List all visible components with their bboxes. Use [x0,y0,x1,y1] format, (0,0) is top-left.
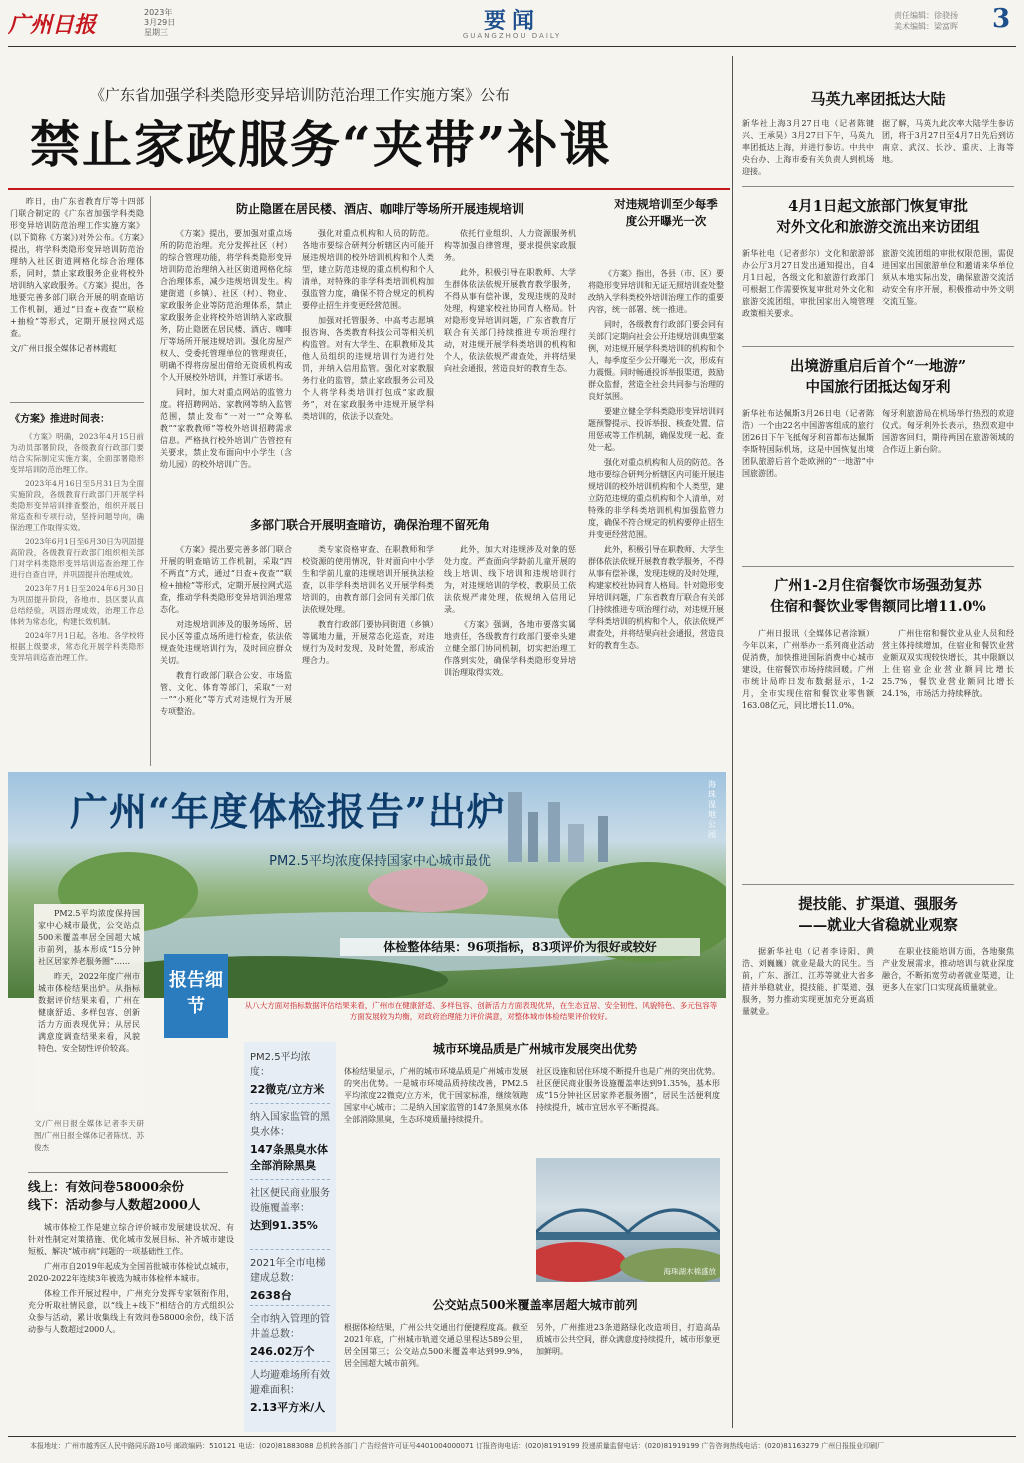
lead-intro [10,196,144,392]
lead-paragraph: 此外，积极引导在职教师、大学生群体依法依规开展教育教学服务，不得从事有偿补课，发现违规的及时处理，构建家校社协同育人格局。针对隐形变异培训问题，广东省教育厅联合有关部门持续推进专项治理行动，对违规开展学科类培训的机构和个人，依法依规严肃查处，并将结果向社会通报，营造良好的教育生态。 [588,545,724,650]
story5-col-1 [742,946,874,1428]
lead-col-7 [444,544,576,766]
lead-paragraph: 《方案》指出，各县（市、区）要将隐形变异培训和无证无照培训查处整改纳入学科类校外培训治理工作的重要内容，统一部署、统一推进。 [588,269,724,314]
key-figure-value: 2638台 [250,1289,292,1302]
lead-paragraph: 教育行政部门联合公安、市场监管、文化、体育等部门，采取“一对一”“小班化”等方式对违规行为开展专项整治。 [160,671,292,716]
bridge-illustration [536,1158,720,1282]
lead-paragraph: 此外，积极引导在职教师、大学生群体依法依规开展教育教学服务，不得从事有偿补课，发现违规的及时处理，构建家校社协同育人格局。针对隐形变异培训问题，广东省教育厅联合有关部门持续推进专项治理行动，对违规开展学科类培训的机构和个人，依法依规严肃查处，并将结果向社会通报，营造良好的教育生态。 [444,268,576,373]
story4-paragraph: 广州住宿和餐饮业从业人员和经营主体持续增加，住宿业和餐饮业营业额双双实现较快增长，其中限额以上住宿业企业营业额同比增长25.7%，餐饮业营业额同比增长24.1%，市场活力持续释放。 [882,629,1014,698]
story3-title [742,356,1014,400]
survey-headline [28,1178,238,1216]
right-divider [742,186,1014,187]
newspaper-logo: 广州日报 [8,12,97,38]
story1-col-2: 据了解，马英九此次率大陆学生参访团，将于3月27日至4月7日先后到访南京、武汉、长沙、重庆、上海等地。 [882,119,1014,164]
story5-title-line2: ——就业大省稳就业观察 [798,917,958,934]
story1-title: 马英九率团抵达大陆 [810,90,946,108]
key-figure-value: 246.02万个 [250,1345,315,1358]
story2-col-2: 旅游交流团组的审批权限范围，需促进国家出国旅游单位和邀请来华单位须从本地实际出发，确保旅游交流活动安全有序开展，积极推动中外文明交流互鉴。 [882,249,1014,306]
editor-name: 责任编辑：徐骁扬 [894,11,958,20]
lead-col-divider [150,196,151,766]
lead-paragraph: 《方案》提出要完善多部门联合开展的明查暗访工作机制，采取“四不两直”方式，通过“日查+夜查”“联检+抽检”等形式，定期开展拉网式巡查，推动学科类隐形变异培训治理常态化。 [160,545,292,614]
story2-title-line1: 4月1日起文旅部门恢复审批 [788,198,968,215]
report-details-tag [164,954,228,1038]
editor-credits [894,10,984,38]
story5-title [742,894,1014,938]
lead-intro-text: 昨日，由广东省教育厅等十四部门联合制定的《广东省加强学科类隐形变异培训防范治理工作实施方案》(以下简称《方案》)对外公布。《方案》提出，将学科类隐形变异培训防范治理纳入社区街道网格化综合治理体系，同时，禁止家政服务企业将校外培训纳入家政服务。《方案》提出，各地要完善多部门联合开展的明查暗访工作机制，通过“日查+夜查”“联检+抽检”等形式，定期开展拉网式巡查。 [10,197,144,338]
lead-paragraph: 此外，加大对违规涉及对象的惩处力度。严查面向学龄前儿童开展的线上培训、线下培训和违规培训行为，对违规培训的学校、教职员工依法依规严肃处理，依规纳入信用记录。 [444,545,576,614]
section1-note: 从八大方面对指标数据评估结果来看，广州市在健康舒适、多样包容、创新活力方面表现优异，在生态宜居、安全韧性、风貌特色、多元包容等方面发展较为均衡，对政府治理能力评价满意，对整体城市体检结果评价较好。 [244,1001,718,1021]
lead-col-5 [160,544,292,766]
lead-paragraph: 同时，加大对重点网站的监管力度。将招聘网站、家教网等纳入监管范围，禁止发布“一对一”“众筹私教”“家教教师”等校外培训招聘需求信息。严格执行校外培训广告管控有关要求，禁止发布面向中小学生（含幼儿园）的校外培训广告。 [160,388,292,469]
key-figure-label: 纳入国家监管的黑臭水体： [250,1112,330,1138]
lead-paragraph: 对违规培训涉及的服务场所、居民小区等重点场所进行检查，依法依规查处违规培训行为，及时回应群众关切。 [160,620,292,665]
story3-col-1: 新华社布达佩斯3月26日电（记者陈浩）一个由22名中国游客组成的旅行团26日下午飞抵匈牙利首都布达佩斯李斯特国际机场，这是中国恢复出境团队旅游后首个赴欧洲的“一地游”中国旅游团。 [742,409,874,478]
story3-title-line2: 中国旅行团抵达匈牙利 [805,379,951,396]
key-figure [250,1250,330,1306]
footer-divider [8,1436,1016,1437]
key-figure-value: 147条黑臭水体全部消除黑臭 [250,1143,328,1172]
feature-byline: 文/广州日报全媒体记者李天研 图/广州日报全媒体记者陈忧、苏俊杰 [34,1119,144,1152]
story4-title [742,576,1014,620]
timeline-item: 2023年4月16日至5月31日为全面实施阶段，各级教育行政部门开展学科类隐形变异培训排查整治，组织开展日常巡查和专项行动，坚持问题导向，确保治理工作取得实效。 [10,479,144,532]
footer-info: 本报地址：广州市越秀区人民中路同乐路10号 邮政编码：510121 电话：(020)81883088 总机转各部门 广告经营许可证号4401004000071 订报咨询电话：(020)81919199 投递质量监督电话：(020)81919199 广告咨询热线电话：(020)81163279 广州日报报业印刷厂 [30,1442,885,1450]
story2-col-1: 新华社电（记者彭尔）文化和旅游部办公厅3月27日发出通知提出，自4月1日起，各级文化和旅游行政部门可根据工作需要恢复审批对外文化和旅游交流团组，审批国家出入境管理政策相关要求。 [742,249,874,318]
lead-col-2 [302,228,434,500]
date-line-day: 3月29日 [144,18,176,27]
key-figure-label: PM2.5平均浓度： [250,1052,311,1078]
lead-byline: 文/广州日报全媒体记者林霞虹 [10,344,117,353]
story4-col-1 [742,628,874,876]
photo-caption-park: 海珠湿地公园 [708,780,716,839]
story2-title-line2: 对外文化和旅游交流出来访团组 [776,219,980,236]
feature-left-divider [28,1172,228,1173]
story4-paragraph: 广州日报讯（全媒体记者涂颖）今年以来，广州举办一系列商业活动促消费，加快推进国际消费中心城市建设，住宿餐饮市场持续回暖。广州市统计局昨日发布数据显示，1-2月，全市实现住宿和餐饮业零售额163.08亿元，同比增长11.0%。 [742,629,874,710]
section2-col-2: 社区设施和居住环境不断提升也是广州的突出优势。社区便民商业服务设施覆盖率达到91.35%，基本形成“15分钟社区居家养老服务圈”，居民生活便利度持续提升，城市宜居水平不断提高。 [536,1067,720,1112]
feature-subheadline: PM2.5平均浓度保持国家中心城市最优 [269,854,491,869]
survey-text [28,1222,234,1428]
lead-paragraph: 同时，各级教育行政部门要会同有关部门定期向社会公开违规培训典型案例，对违规开展学科类培训的机构和个人，每季度至少公开曝光一次，形成有力震慑。同时畅通投诉举报渠道，鼓励群众监督，营造全社会共同参与治理的良好氛围。 [588,320,724,401]
section-title: 要闻 [483,8,540,32]
feature-intro-text: PM2.5平均浓度保持国家中心城市最优，公交站点500米覆盖率居全国超大城市前列，基本形成“15分钟社区居家养老服务圈”…… [38,909,140,966]
key-figure [250,1180,330,1250]
key-figure [250,1306,330,1362]
story4-col-2 [882,628,1014,876]
key-figure-value: 达到91.35% [250,1219,318,1232]
page-number: 3 [991,4,1011,34]
lead-paragraph: 《方案》强调，各地市要落实属地责任，各级教育行政部门要牵头建立健全部门协同机制，切实把治理工作落到实处，确保学科类隐形变异培训治理取得实效。 [444,620,576,677]
lead-col-4 [588,268,724,766]
intro-divider [10,402,144,403]
lead-rule [8,188,730,190]
feature-headline: 广州“年度体检报告”出炉 [70,789,506,834]
main-right-divider [732,56,733,1428]
story4-title-line1: 广州1-2月住宿餐饮市场强劲复苏 [774,578,982,594]
lead-subhead-2: 多部门联合开展明查暗访，确保治理不留死角 [249,518,490,532]
lead-paragraph: 强化对重点机构和人员的防范。各地市要综合研判分析辖区内可能开展违规培训的校外培训机构和个人类型，建立防范违规的重点机构和个人清单，对特殊的非学科类培训机构加强监管力度，确保不符合规定的机构要停止招生并变更经营范围。 [588,458,724,539]
right-divider [742,346,1014,347]
timeline-item: 2023年6月1日至6月30日为巩固提高阶段，各级教育行政部门组织相关部门对学科类隐形变异培训巡查治理工作进行自查自评，并巩固提升治理成效。 [10,537,144,579]
story1-col-1: 新华社上海3月27日电（记者陈键兴、王承昊）3月27日下午，马英九率团抵达上海，并进行参访。中共中央台办、上海市委有关负责人到机场迎接。 [742,119,874,176]
key-figure [250,1048,330,1104]
section3-col-2: 另外，广州推进23条道路绿化改造项目，打造高品质城市公共空间，群众满意度持续提升，城市形象更加鲜明。 [536,1323,720,1356]
timeline-title: 《方案》推进时间表： [10,414,110,425]
lead-paragraph: 教育行政部门要协同街道（乡镇）等属地力量，开展常态化巡查，对违规行为及时发现、及时处置，形成治理合力。 [302,620,434,665]
story5-col-2 [882,946,1014,1428]
section1-title: 体检整体结果：96项指标，83项评价为很好或较好 [340,938,700,956]
key-figure [250,1104,330,1180]
lead-kicker: 《广东省加强学科类隐形变异培训防范治理工作实施方案》公布 [90,86,511,104]
survey-paragraph: 城市体检工作是建立综合评价城市发展建设状况、有针对性制定对策措施、优化城市发展目标、补齐城市建设短板、解决“城市病”问题的一项基础性工作。 [28,1223,234,1256]
section2-col-1: 体检结果显示，广州的城市环境品质是广州城市发展的突出优势。一是城市环境品质持续改善，PM2.5平均浓度22微克/立方米，优于国家标准，继续领跑国家中心城市；二是纳入国家监管的147条黑臭水体全部消除黑臭，生态环境质量持续提升。 [344,1067,528,1124]
lead-subhead-1: 防止隐匿在居民楼、酒店、咖啡厅等场所开展违规培训 [235,202,524,216]
timeline-box [10,410,144,770]
story5-paragraph: 据新华社电（记者李诗阳、黄浩、刘巍巍）就业是最大的民生。当前，广东、浙江、江苏等就业大省多措并举稳就业，提技能、扩渠道、强服务，努力推动实现更加充分更高质量就业。 [742,947,874,1016]
key-figure-value: 2.13平方米/人 [250,1401,326,1414]
key-figure-label: 2021年全市电梯建成总数： [250,1258,326,1284]
lead-paragraph: 加强对托管服务、中高考志愿填报咨询、各类教育科技公司等相关机构监管。对有大学生、在职教师及其他人员组织的违规培训行为进行处罚，并纳入信用监管。强化对家教服务行业的监管，禁止家政服务公司及个人将学科类培训打包成“家政服务”，对在家政服务中违规开展学科类培训的，依法予以查处。 [302,316,434,421]
report-details-tag-text: 报告细节 [169,970,223,1017]
key-figure-label: 人均避难场所有效避难面积： [250,1370,330,1396]
section2-title: 城市环境品质是广州城市发展突出优势 [432,1042,637,1056]
timeline-item: 2024年7月1日起，各地、各学校将根据上级要求，常态化开展学科类隐形变异培训巡查治理工作。 [10,631,144,662]
lead-paragraph: 《方案》提出，要加强对重点场所的防范治理。充分发挥社区（村）的综合管理功能，将学科类隐形变异培训防范治理纳入社区街道网格化综合治理体系，减少违规培训发生。构建街道（乡镇）、社区（村）、物业、家政服务企业等防范治理体系，禁止家政服务企业将校外培训纳入家政服务，防止隐匿在居民楼、酒店、咖啡厅等场所开展违规培训。强化房屋产权人、受委托管理单位的管理责任，明确不得将房屋出借给无资质机构或个人开展校外培训，并签订承诺书。 [160,229,292,382]
survey-paragraph: 广州市自2019年起成为全国首批城市体检试点城市，2020-2022年连续3年被选为城市体检样本城市。 [28,1262,234,1283]
key-figures-panel [244,1042,336,1432]
masthead [0,0,1024,46]
section-subtitle: GUANGZHOU DAILY [462,32,562,40]
bridge-photo-caption: 海珠湖木棉盛放 [663,1267,716,1276]
lead-col-1 [160,228,292,500]
issue-date [144,8,204,40]
right-divider [742,884,1014,885]
lead-paragraph: 强化对重点机构和人员的防范。各地市要综合研判分析辖区内可能开展违规培训的校外培训机构和个人类型，建立防范违规的重点机构和个人清单，对特殊的非学科类培训机构加强监管力度，确保不符合规定的机构要停止招生并变更经营范围。 [302,229,434,310]
bridge-photo [536,1158,720,1282]
survey-paragraph: 体检工作开展过程中，广州充分发挥专家领衔作用，充分听取社情民意，以“线上+线下”相结合的方式组织公众参与活动，累计收集线上有效问卷58000余份，线下活动参与人数超过2000人。 [28,1289,234,1334]
feature-intro [34,904,144,1112]
pull-quote [610,196,722,262]
timeline-list [10,431,144,663]
survey-online-line: 线上：有效问卷58000余份 [28,1179,184,1194]
masthead-divider [8,46,1016,47]
story4-title-line2: 住宿和餐饮业零售额同比增11.0% [770,599,986,615]
pull-quote-text: 对违规培训至少每季度公开曝光一次 [614,197,718,228]
date-line-weekday: 星期三 [144,28,168,37]
lead-paragraph: 类专家资格审查、在职教师和学校资源的使用情况，针对面向中小学生和学前儿童的违规培训开展执法检查，以非学科类培训名义开展学科类培训的，由教育部门会同有关部门依法依规处理。 [302,545,434,614]
key-figure-label: 全市纳入管理的管井盖总数： [250,1314,330,1340]
key-figure-value: 22微克/立方米 [250,1083,325,1096]
key-figure-label: 社区便民商业服务设施覆盖率： [250,1188,330,1214]
designer-name: 美术编辑：梁富晖 [894,22,958,31]
section3-col-1: 根据体检结果，广州公共交通出行便捷程度高。截至2021年底，广州城市轨道交通总里程达589公里，居全国第三；公交站点500米覆盖率达到99.9%，居全国超大城市前列。 [344,1323,528,1368]
lead-col-3 [444,228,576,500]
story3-title-line1: 出境游重启后首个“一地游” [789,358,967,375]
story2-title [742,196,1014,240]
section3-title: 公交站点500米覆盖率居超大城市前列 [432,1298,638,1312]
right-divider [742,566,1014,567]
timeline-item: 2023年7月1日至2024年6月30日为巩固提升阶段，各地市、县区要认真总结经验，巩固治理成效，治理工作总体转为常态化，构建长效机制。 [10,584,144,626]
date-line-year: 2023年 [144,8,173,17]
survey-offline-line: 线下：活动参与人数超2000人 [28,1197,201,1212]
feature-intro-text: 昨天，2022年度广州市城市体检结果出炉。从指标数据评价结果来看，广州在健康舒适、多样包容、创新活力方面表现优异；从居民满意度调查结果来看，风貌特色、安全韧性评价较高。 [38,972,140,1053]
story5-title-line1: 提技能、扩渠道、强服务 [798,896,958,913]
lead-paragraph: 要建立健全学科类隐形变异培训问题预警提示、投诉举报、核查处置、信用惩戒等工作机制，确保发现一起、查处一起。 [588,407,724,452]
key-figure [250,1362,330,1418]
lead-paragraph: 依托行业组织、人力资源服务机构等加强自律管理，要求提供家政服务。 [444,229,576,262]
story5-paragraph: 在职业技能培训方面，各地聚焦产业发展需求，推动培训与就业深度融合，不断拓宽劳动者就业渠道，让更多人在家门口实现高质量就业。 [882,947,1014,992]
timeline-item: 《方案》明确，2023年4月15日前为动员部署阶段，各级教育行政部门要结合实际制定实施方案，全面部署隐形变异培训防范治理工作。 [10,432,144,474]
lead-col-6 [302,544,434,766]
lead-headline: 禁止家政服务“夹带”补课 [30,115,612,174]
story3-col-2: 匈牙利旅游局在机场举行热烈的欢迎仪式。匈牙利外长表示，热烈欢迎中国游客回归，期待两国在旅游领域的合作迈上新台阶。 [882,409,1014,454]
